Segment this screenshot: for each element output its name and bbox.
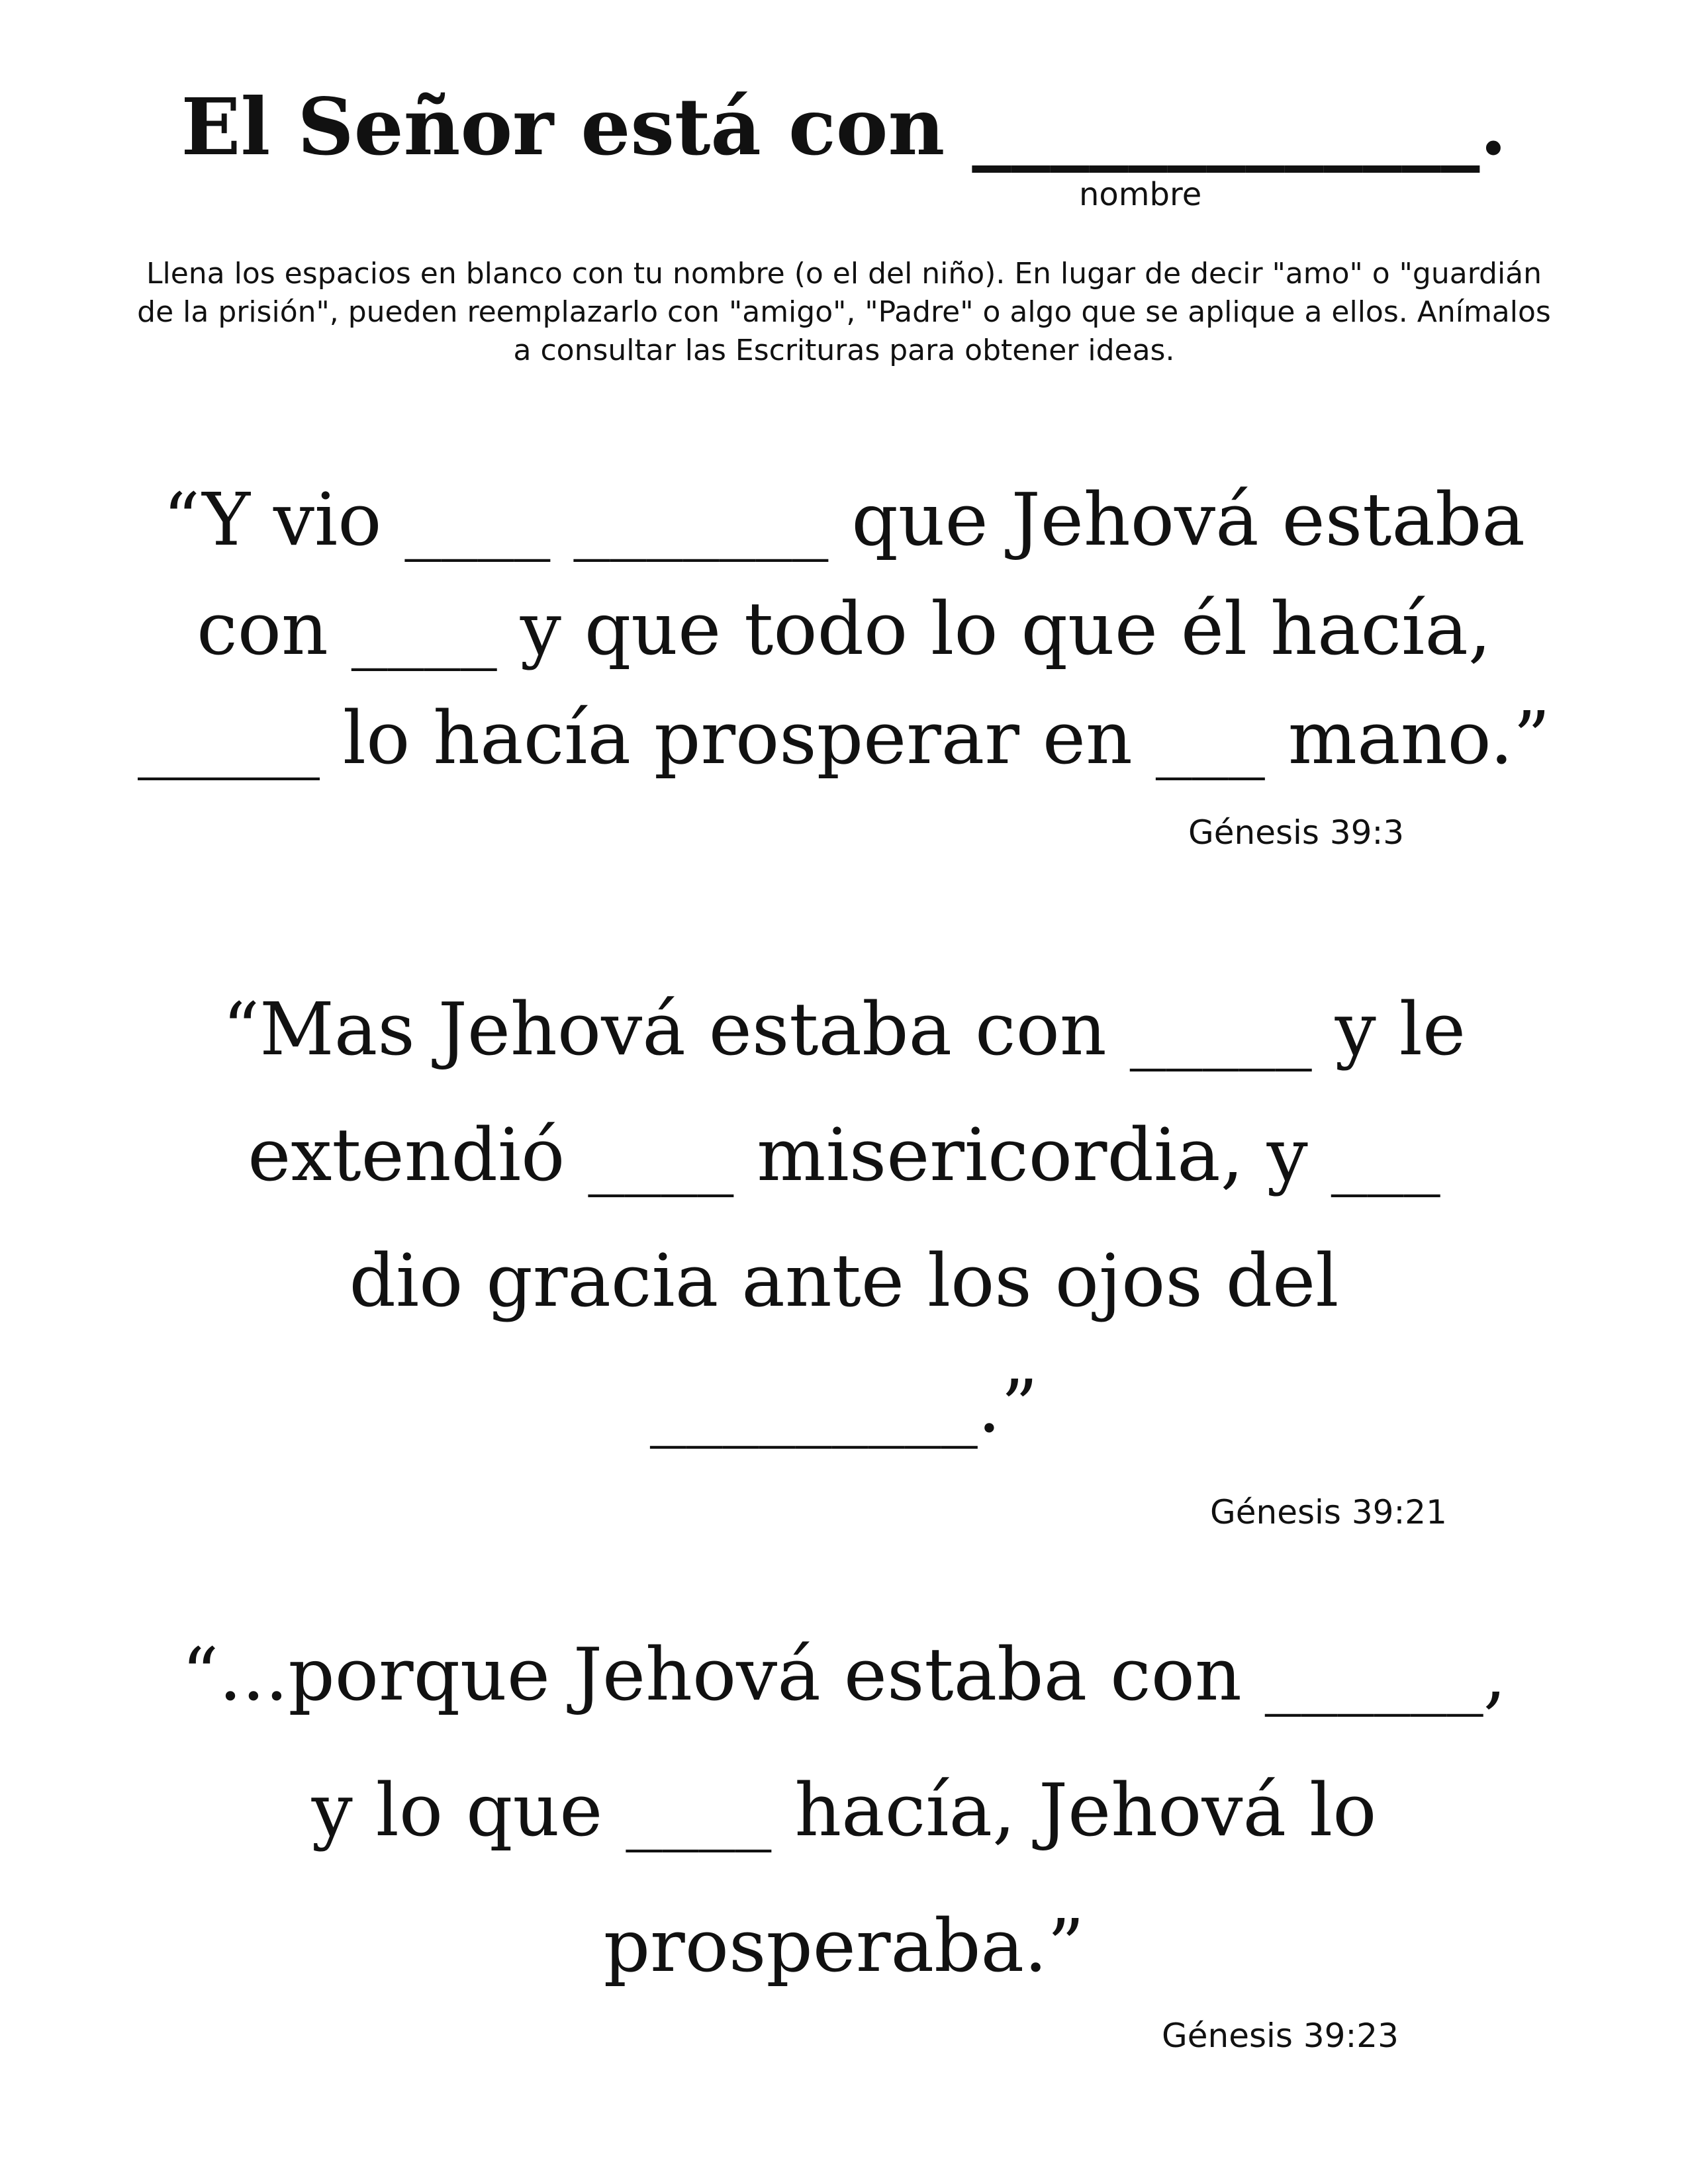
name-caption: nombre <box>1079 176 1202 213</box>
instructions-line-3: a consultar las Escrituras para obtener ideas. <box>513 334 1175 367</box>
instructions-line-2: de la prisión", pueden reemplazarlo con "amigo", "Padre" o algo que se aplique a ellos. Anímalos <box>137 295 1551 329</box>
verse-line: “Y vio ____ _______ que Jehová estaba <box>163 477 1525 562</box>
verse-reference: Génesis 39:3 <box>1188 813 1405 852</box>
verse-line: “Mas Jehová estaba con _____ y le <box>222 987 1466 1071</box>
verse-reference: Génesis 39:23 <box>1162 2017 1399 2055</box>
instructions-line-1: Llena los espacios en blanco con tu nombre (o el del niño). En lugar de decir "amo" o "guardián <box>146 257 1542 291</box>
verse-line: “...porque Jehová estaba con ______, <box>181 1632 1507 1717</box>
verse-line: y lo que ____ hacía, Jehová lo <box>311 1768 1377 1852</box>
verse-line: prosperaba.” <box>603 1903 1085 1988</box>
page-title: El Señor está con _____________. <box>181 81 1507 173</box>
verse-line: extendió ____ misericordia, y ___ <box>248 1113 1440 1197</box>
verse-line: con ____ y que todo lo que él hacía, <box>197 586 1491 671</box>
verse-line: _________.” <box>649 1364 1039 1449</box>
verse-line: dio gracia ante los ojos del <box>349 1238 1339 1323</box>
verse-line: _____ lo hacía prosperar en ___ mano.” <box>137 696 1551 780</box>
verse-reference: Génesis 39:21 <box>1210 1493 1447 1531</box>
